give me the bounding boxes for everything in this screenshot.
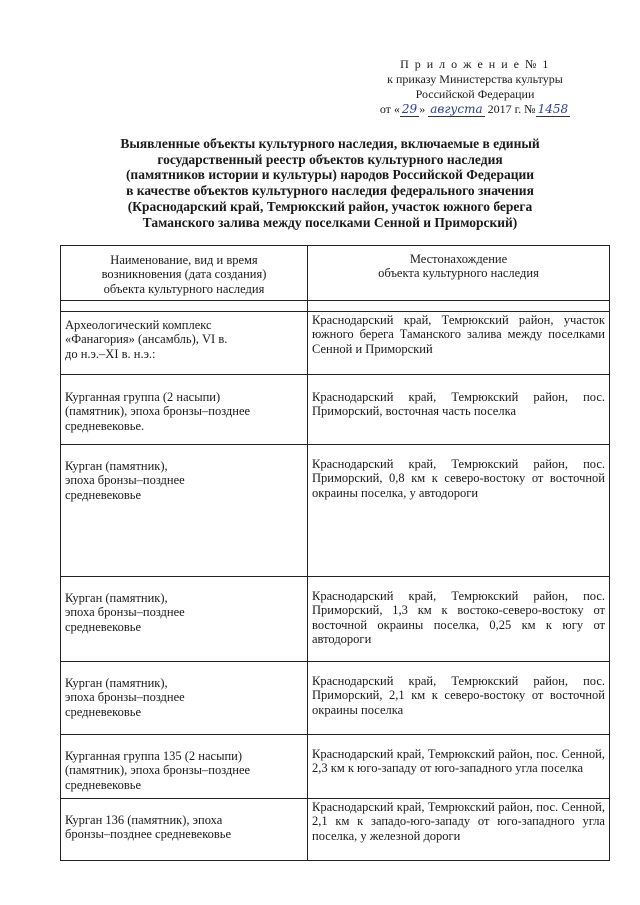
name-line: средневековье xyxy=(65,619,141,634)
object-location-cell: Краснодарский край, Темрюкский район, пос. Сенной, 2,1 км к западо-юго-западу от юго-западного угла поселка, у железной дороги xyxy=(308,799,610,861)
location-text: Краснодарский край, Темрюкский район, пос. Приморский, 0,8 км к северо-востоку от восточной окраины поселка, у автодороги xyxy=(312,457,605,500)
document-title xyxy=(60,136,600,230)
location-text: Краснодарский край, Темрюкский район, пос. Приморский, 1,3 км к востоко-северо-востоку от восточной окраины поселка, 0,25 км к югу от автодороги xyxy=(312,589,605,647)
object-name-cell xyxy=(61,445,308,577)
object-name-cell xyxy=(61,312,308,375)
handwritten-month: августа xyxy=(430,102,483,116)
name-line: до н.э.–XI в. н.э.: xyxy=(65,346,156,361)
name-line: (памятник), эпоха бронзы–позднее xyxy=(65,763,251,778)
location-text: Краснодарский край, Темрюкский район, пос. Приморский, восточная часть поселка xyxy=(312,390,605,419)
header-name-cell xyxy=(61,246,308,301)
appendix-date-line xyxy=(330,102,620,117)
table-row xyxy=(61,577,610,662)
title-line: Выявленные объекты культурного наследия, включаемые в единый xyxy=(120,136,540,151)
name-line: Курган (памятник), xyxy=(65,459,168,473)
table-row xyxy=(61,799,610,861)
heritage-objects-table xyxy=(60,245,610,861)
object-location-cell xyxy=(308,577,610,662)
name-line: Курган (памятник), xyxy=(65,591,168,605)
handwritten-number: 1458 xyxy=(537,102,569,116)
table-row xyxy=(61,445,610,577)
header-text: объекта культурного наследия xyxy=(378,266,539,281)
header-text: возникновения (дата создания) xyxy=(101,267,267,282)
name-line: средневековье xyxy=(65,487,141,502)
location-text: Краснодарский край, Темрюкский район, пос. Приморский, 2,1 км к северо-востоку от восточной окраины поселка xyxy=(312,674,605,717)
title-line: Таманского залива между поселками Сенной и Приморский) xyxy=(142,214,518,230)
name-line: средневековье xyxy=(65,704,141,719)
title-line: государственный реестр объектов культурного наследия xyxy=(157,151,503,167)
handwritten-day: 29 xyxy=(401,102,418,116)
name-line: бронзы–позднее средневековье xyxy=(65,827,232,842)
date-prefix: от « xyxy=(379,102,400,116)
name-line: средневековье. xyxy=(65,418,145,433)
object-location-cell xyxy=(308,375,610,445)
appendix-title: П р и л о ж е н и е № 1 xyxy=(400,57,550,71)
header-text: объекта культурного наследия xyxy=(103,281,265,296)
header-text: Местонахождение xyxy=(409,252,508,266)
name-line: Курганная группа 135 (2 насыпи) xyxy=(65,749,243,763)
name-line: Курганная группа (2 насыпи) xyxy=(65,390,221,404)
object-location-cell xyxy=(308,445,610,577)
appendix-header xyxy=(330,57,620,117)
name-line: (памятник), эпоха бронзы–позднее xyxy=(65,404,251,419)
spacer-cell xyxy=(308,301,610,312)
table-row xyxy=(61,735,610,799)
table-header-row xyxy=(61,246,610,301)
name-line: Археологический комплекс xyxy=(65,318,212,332)
spacer-row xyxy=(61,301,610,312)
table-row xyxy=(61,312,610,375)
object-name-cell xyxy=(61,799,308,861)
name-line: «Фанагория» (ансамбль), VI в. xyxy=(65,332,228,347)
object-name-cell xyxy=(61,735,308,799)
table-row xyxy=(61,375,610,445)
object-name-cell xyxy=(61,577,308,662)
spacer-cell xyxy=(61,301,308,312)
title-line: (Краснодарский край, Темрюкский район, участок южного берега xyxy=(127,198,533,214)
date-year: 2017 г. № xyxy=(487,102,536,116)
name-line: средневековье xyxy=(65,777,141,792)
header-location-cell xyxy=(308,246,610,301)
appendix-order-line: к приказу Министерства культуры xyxy=(387,72,563,86)
date-mid: » xyxy=(419,102,426,116)
name-line: эпоха бронзы–позднее xyxy=(65,605,185,620)
title-line: в качестве объектов культурного наследия федерального значения xyxy=(126,183,534,199)
name-line: эпоха бронзы–позднее xyxy=(65,690,185,705)
table-row xyxy=(61,662,610,735)
name-line: Курган 136 (памятник), эпоха xyxy=(65,813,223,827)
name-line: эпоха бронзы–позднее xyxy=(65,473,185,488)
object-name-cell xyxy=(61,375,308,445)
title-line: (памятников истории и культуры) народов Российской Федерации xyxy=(125,167,535,183)
object-location-cell xyxy=(308,662,610,735)
location-text: Краснодарский край, Темрюкский район, пос. Сенной, 2,3 км к юго-западу от юго-западного угла поселка xyxy=(312,747,605,776)
appendix-ministry-line: Российской Федерации xyxy=(415,87,535,101)
object-location-cell xyxy=(308,735,610,799)
object-location-cell: Краснодарский край, Темрюкский район, участок южного берега Таманского залива между поселками Сенной и Приморский xyxy=(308,312,610,375)
header-text: Наименование, вид и время xyxy=(110,252,258,267)
object-name-cell xyxy=(61,662,308,735)
name-line: Курган (памятник), xyxy=(65,676,168,690)
